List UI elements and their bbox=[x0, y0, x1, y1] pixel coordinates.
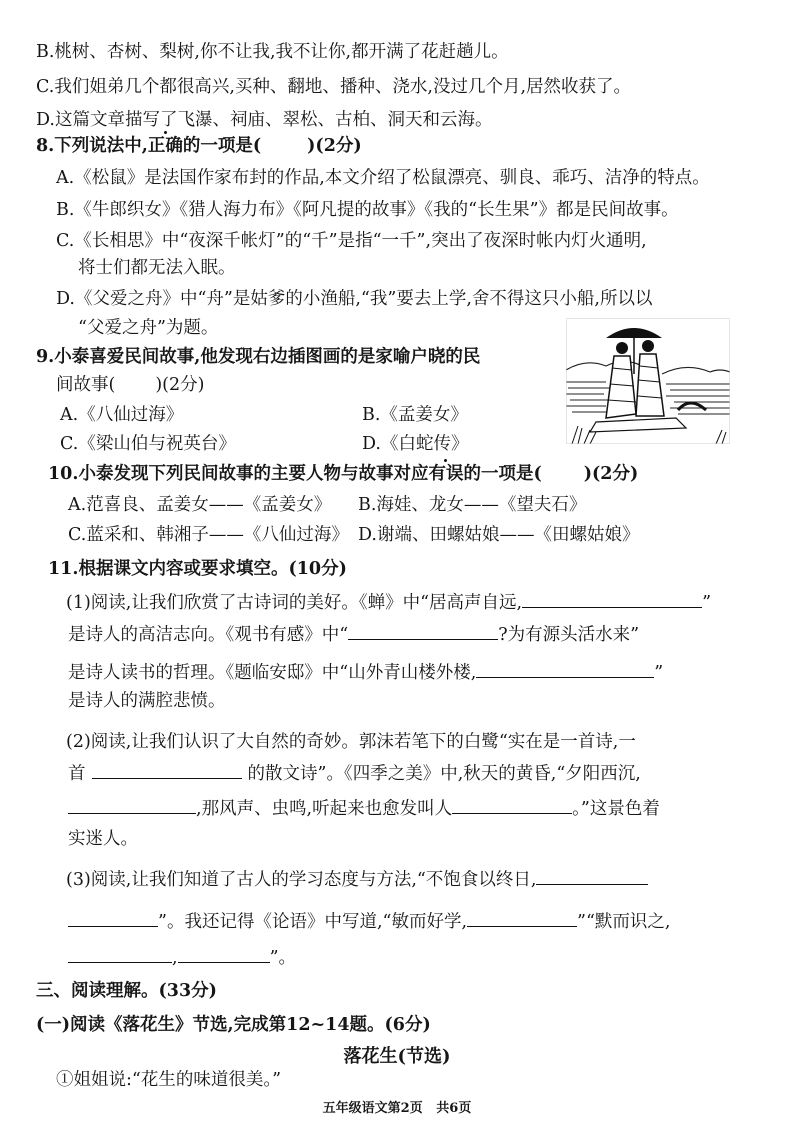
q11-part1-line1 bbox=[66, 589, 711, 615]
q11-blank-baoshi-2[interactable] bbox=[68, 908, 158, 927]
q9-stem-line2 bbox=[56, 373, 204, 397]
section3-subheading: (一)阅读《落花生》节选,完成第12~14题。(6分) bbox=[36, 1015, 431, 1035]
q9-option-b: B.《孟姜女》 bbox=[362, 405, 468, 425]
q11-part2-line4: 实迷人。 bbox=[68, 829, 138, 849]
q11-part1-line4: 是诗人的满腔悲愤。 bbox=[68, 691, 226, 711]
q11-stem: 11.根据课文内容或要求填空。(10分) bbox=[48, 559, 347, 579]
q11-text: ” bbox=[654, 663, 664, 683]
q11-text: ” bbox=[702, 593, 712, 613]
q11-text: 首 bbox=[68, 764, 86, 784]
q8-emphasis: 正确 bbox=[147, 136, 183, 156]
q10-option-d: D.谢端、田螺姑娘——《田螺姑娘》 bbox=[358, 525, 640, 545]
q11-blank-guanshu[interactable] bbox=[348, 621, 498, 640]
q9-stem-part: 间故事( bbox=[56, 375, 116, 395]
q11-text: 。”这景色着 bbox=[572, 799, 660, 819]
q10-score: )(2分) bbox=[583, 464, 639, 484]
q10-emphasis: 有误 bbox=[428, 464, 464, 484]
q11-text: (1)阅读,让我们欣赏了古诗词的美好。《蝉》中“居高声自远, bbox=[66, 593, 523, 613]
q11-blank-moshi-2[interactable] bbox=[178, 944, 270, 963]
q8-stem-part: 8.下列说法中, bbox=[36, 136, 148, 156]
q11-text: 的散文诗”。《四季之美》中,秋天的黄昏,“夕阳西沉, bbox=[247, 764, 641, 784]
q11-text: ”。 bbox=[269, 948, 297, 968]
q9-option-a: A.《八仙过海》 bbox=[60, 405, 184, 425]
q8-option-c-line1: C.《长相思》中“夜深千帐灯”的“千”是指“一千”,突出了夜深时帐内灯火通明, bbox=[56, 231, 647, 251]
q10-option-c: C.蓝采和、韩湘子——《八仙过海》 bbox=[68, 525, 349, 545]
q8-stem bbox=[36, 134, 362, 158]
q11-part2-line3 bbox=[68, 795, 660, 821]
q11-part3-line3 bbox=[68, 944, 296, 970]
q11-text: ”“默而识之, bbox=[577, 912, 671, 932]
q11-blank-haoxue[interactable] bbox=[467, 908, 577, 927]
q8-option-c-line2: 将士们都无法入眠。 bbox=[78, 258, 236, 278]
q11-part1-line3 bbox=[68, 659, 663, 685]
folk-story-illustration bbox=[566, 318, 730, 444]
q8-score: )(2分) bbox=[307, 136, 362, 156]
q11-text: 是诗人读书的哲理。《题临安邸》中“山外青山楼外楼, bbox=[68, 663, 477, 683]
q7-option-b: B.桃树、杏树、梨树,你不让我,我不让你,都开满了花赶趟儿。 bbox=[36, 42, 509, 62]
section3-heading: 三、阅读理解。(33分) bbox=[36, 981, 217, 1001]
q11-part3-line2 bbox=[68, 908, 671, 934]
q7-option-d: D.这篇文章描写了飞瀑、祠庙、翠松、古柏、洞天和云海。 bbox=[36, 110, 493, 130]
q9-stem-line1: 9.小泰喜爱民间故事,他发现右边插图画的是家喻户晓的民 bbox=[36, 347, 481, 367]
page-footer bbox=[0, 1097, 794, 1116]
q11-text: , bbox=[172, 948, 178, 968]
q9-option-d: D.《白蛇传》 bbox=[362, 434, 469, 454]
q11-part2-line2 bbox=[68, 760, 641, 786]
q8-option-d-line1: D.《父爱之舟》中“舟”是姑爹的小渔船,“我”要去上学,舍不得这只小船,所以以 bbox=[56, 289, 653, 309]
q10-stem-part: 10.小泰发现下列民间故事的主要人物与故事对应 bbox=[48, 464, 429, 484]
q8-option-d-line2: “父爱之舟”为题。 bbox=[78, 318, 219, 338]
q11-blank-linan[interactable] bbox=[476, 659, 654, 678]
q11-blank-sunset[interactable] bbox=[68, 795, 196, 814]
footer-page-number: 五年级语文第2页 bbox=[322, 1101, 423, 1116]
q11-part2-line1: (2)阅读,让我们认识了大自然的奇妙。郭沫若笔下的白鹭“实在是一首诗,一 bbox=[66, 732, 636, 752]
q11-blank-moshi-1[interactable] bbox=[68, 944, 172, 963]
footer-total-pages: 共6页 bbox=[436, 1101, 472, 1116]
q11-part3-line1 bbox=[66, 866, 648, 892]
q11-text: ”。我还记得《论语》中写道,“敏而好学, bbox=[158, 912, 468, 932]
q11-text: ,那风声、虫鸣,听起来也愈发叫人 bbox=[196, 799, 453, 819]
q10-stem bbox=[48, 462, 638, 486]
q9-score: )(2分) bbox=[155, 375, 205, 395]
q10-stem-part: 的一项是( bbox=[463, 464, 542, 484]
q7-option-c: C.我们姐弟几个都很高兴,买种、翻地、播种、浇水,没过几个月,居然收获了。 bbox=[36, 77, 632, 97]
q8-option-b: B.《牛郎织女》《猎人海力布》《阿凡提的故事》《我的“长生果”》都是民间故事。 bbox=[56, 200, 679, 220]
q8-stem-part: 的一项是( bbox=[182, 136, 262, 156]
q9-option-c: C.《梁山伯与祝英台》 bbox=[60, 434, 236, 454]
passage-title: 落花生(节选) bbox=[343, 1046, 451, 1067]
q11-blank-feeling[interactable] bbox=[452, 795, 572, 814]
q10-option-a: A.范喜良、孟姜女——《孟姜女》 bbox=[68, 495, 332, 515]
q11-text: (3)阅读,让我们知道了古人的学习态度与方法,“不饱食以终日, bbox=[66, 870, 537, 890]
q11-blank-chan[interactable] bbox=[522, 589, 702, 608]
q11-text: ?为有源头活水来” bbox=[498, 625, 640, 645]
passage-para-1: ①姐姐说:“花生的味道很美。” bbox=[56, 1070, 282, 1090]
q10-option-b: B.海娃、龙女——《望夫石》 bbox=[358, 495, 587, 515]
q8-option-a: A.《松鼠》是法国作家布封的作品,本文介绍了松鼠漂亮、驯良、乖巧、洁净的特点。 bbox=[56, 168, 710, 188]
q11-text: 是诗人的高洁志向。《观书有感》中“ bbox=[68, 625, 349, 645]
q11-blank-baoshi-1[interactable] bbox=[536, 866, 648, 885]
q11-blank-bailu[interactable] bbox=[92, 760, 242, 779]
q11-part1-line2 bbox=[68, 621, 639, 647]
